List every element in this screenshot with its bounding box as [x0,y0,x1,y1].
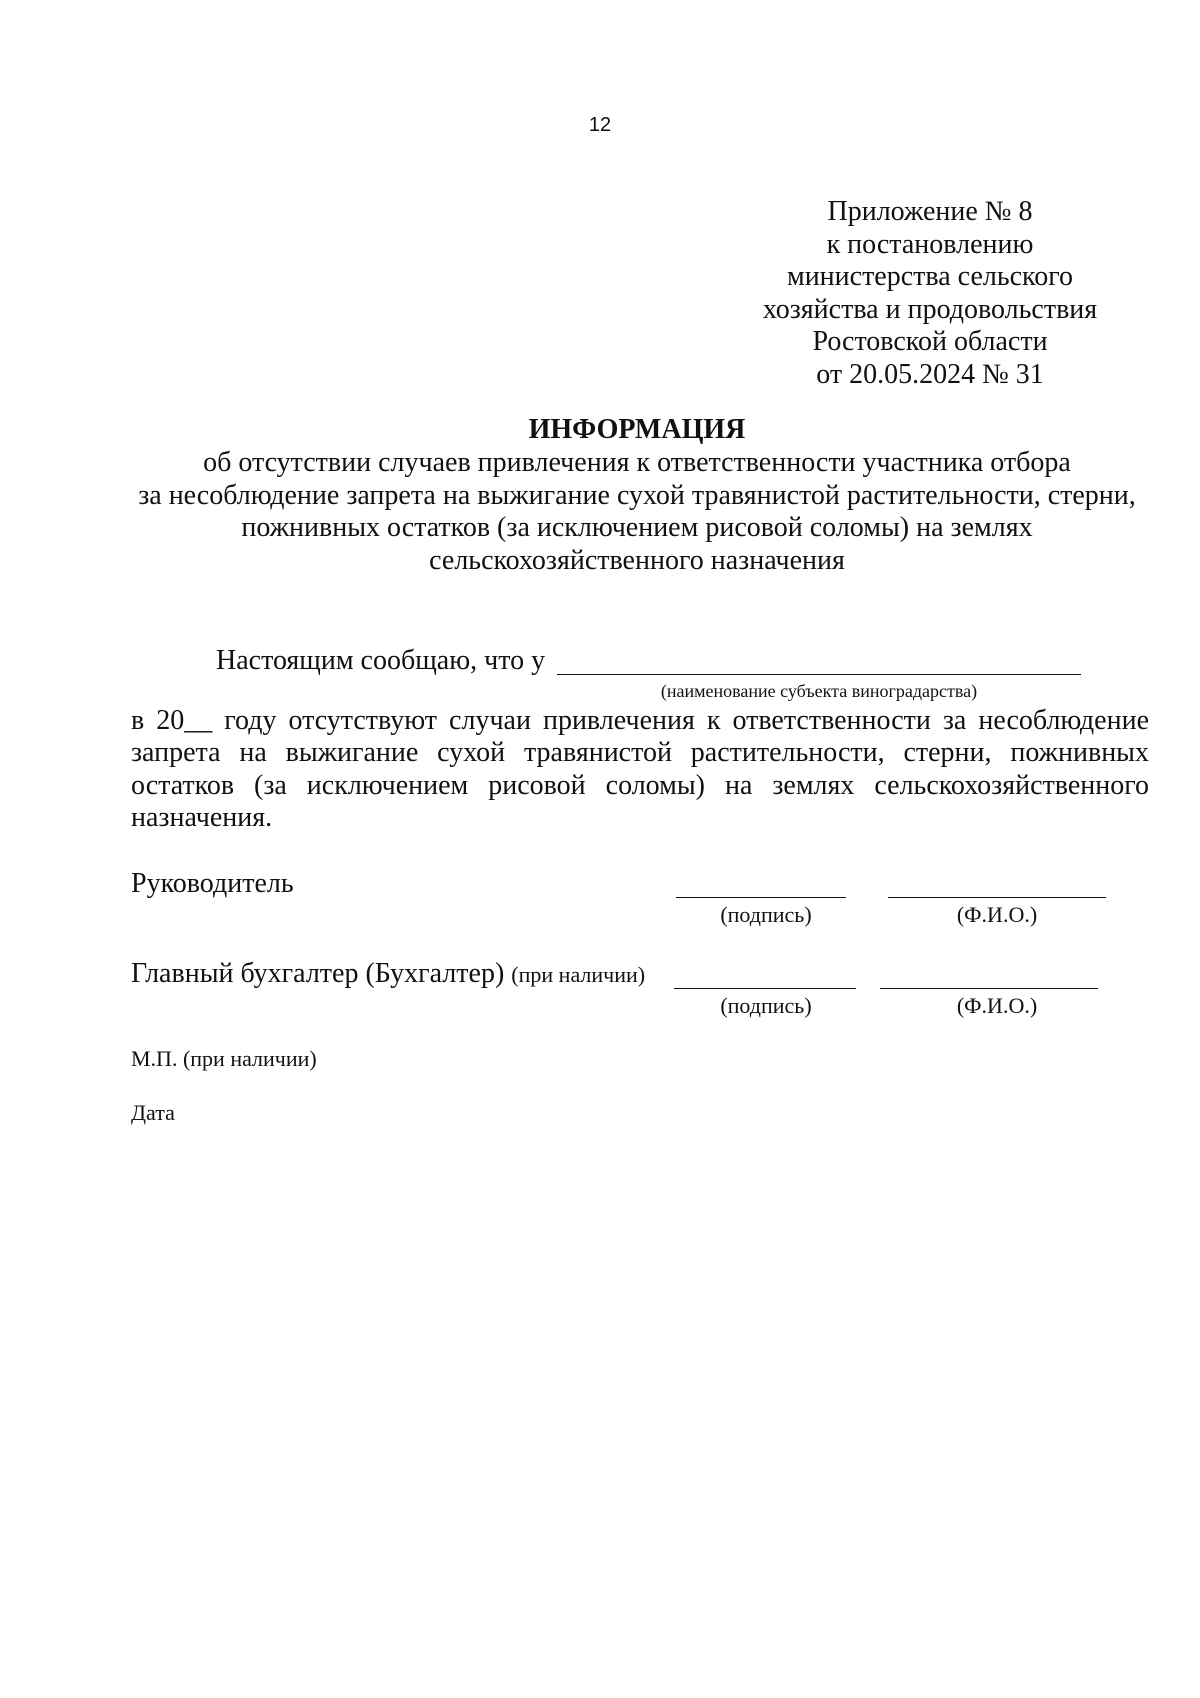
head-signature-field[interactable] [676,897,846,898]
head-name-caption: (Ф.И.О.) [956,902,1038,927]
appendix-line: министерства сельского [786,261,1074,292]
appendix-line: хозяйства и продовольствия [762,293,1098,325]
appendix-block [700,196,1160,391]
intro-text: Настоящим сообщаю, что у [216,645,546,676]
chief-accountant-signature-caption: (подпись) [720,993,812,1018]
entity-name-caption: (наименование субъекта виноградарства) [660,681,978,701]
page-number: 12 [588,114,612,136]
date-label: Дата [131,1100,175,1125]
appendix-line: от 20.05.2024 № 31 [816,358,1044,390]
appendix-line: Приложение № 8 [827,196,1033,227]
chief-accountant-name-caption: (Ф.И.О.) [956,993,1038,1018]
document-title: ИНФОРМАЦИЯ [528,414,746,445]
appendix-line: к постановлению [826,228,1034,260]
head-label: Руководитель [131,868,294,899]
head-signature-caption: (подпись) [720,902,812,927]
body-line: назначения. [131,801,273,833]
head-name-field[interactable] [888,897,1106,898]
subtitle-line: пожнивных остатков (за исключением рисовой соломы) на землях [241,512,1033,543]
chief-accountant-title: Главный бухгалтер (Бухгалтер) [131,958,505,989]
appendix-line: Ростовской области [812,326,1048,357]
chief-accountant-note: (при наличии) [511,962,646,987]
subtitle-line: за несоблюдение запрета на выжигание сухой травянистой растительности, стерни, [138,479,1136,511]
body-paragraph [131,705,1149,834]
chief-accountant-name-field[interactable] [880,988,1098,989]
body-line: запрета на выжигание сухой травянистой растительности, стерни, пожнивных [131,737,1149,769]
chief-accountant-signature-field[interactable] [674,988,856,989]
stamp-label: М.П. (при наличии) [131,1046,317,1071]
subtitle-line: сельскохозяйственного назначения [429,544,845,576]
chief-accountant-label [131,958,645,991]
subtitle-line: об отсутствии случаев привлечения к ответственности участника отбора [203,447,1071,478]
body-line: в 20__ году отсутствуют случаи привлечения к ответственности за несоблюдение [131,705,1149,736]
body-line: остатков (за исключением рисовой соломы) на землях сельскохозяйственного [131,769,1149,801]
document-subtitle [0,447,1200,577]
entity-name-field[interactable] [557,674,1081,675]
